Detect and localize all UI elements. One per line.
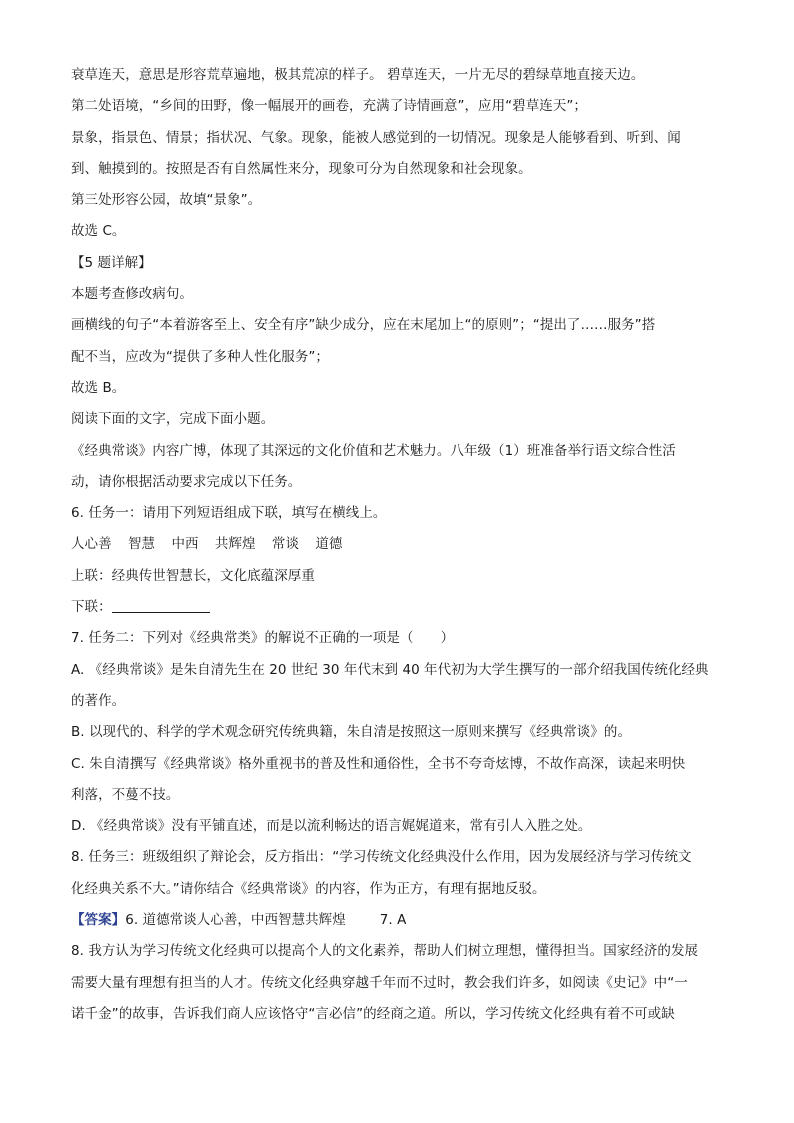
section-heading-q5: 【5 题详解】 [71, 254, 152, 271]
text-line: 衰草连天，意思是形容荒草遍地，极其荒凉的样子。 碧草连天，一片无尽的碧绿草地直接天边。 [71, 67, 645, 83]
text-line: 本题考查修改病句。 [71, 286, 193, 303]
answer-line [71, 905, 731, 936]
upper-couplet: 上联：经典传世智慧长，文化底蕴深厚重 [71, 567, 315, 584]
text-line: 《经典常谈》内容广博，体现了其深远的文化价值和艺术魅力。八年级（1）班准备举行语文综合性活 [71, 442, 676, 459]
option-b: B. 以现代的、科学的学术观念研究传统典籍，朱自清是按照这一原则来撰写《经典常谈》的。 [71, 724, 631, 741]
answer-6: 6. 道德常谈人心善，中西智慧共辉煌 [125, 912, 346, 929]
text-line: 画横线的句子“本着游客至上、安全有序”缺少成分，应在末尾加上“的原则”；“提出了……服务”搭 [71, 317, 656, 334]
question-8-cont: 化经典关系不大。”请你结合《经典常谈》的内容，作为正方，有理有据地反驳。 [71, 880, 546, 897]
phrase: 道德 [315, 536, 343, 553]
reading-instruction: 阅读下面的文字，完成下面小题。 [71, 411, 275, 428]
phrase: 共辉煌 [214, 536, 256, 553]
lower-couplet [71, 592, 731, 623]
option-a-cont: 的著作。 [71, 692, 126, 709]
phrase-list [71, 529, 731, 560]
answer-blank[interactable] [112, 598, 210, 613]
option-c: C. 朱自清撰写《经典常谈》格外重视书的普及性和通俗性，全书不夸奇炫博，不故作高深，读起来明快 [71, 755, 686, 772]
answer-8-cont: 需要大量有理想有担当的人才。传统文化经典穿越千年而不过时，教会我们许多，如阅读《史记》中“一 [71, 974, 688, 991]
phrase: 智慧 [128, 536, 156, 553]
text-line: 故选 B。 [71, 379, 126, 396]
answer-8: 8. 我方认为学习传统文化经典可以提高个人的文化素养，帮助人们树立理想，懂得担当。国家经济的发展 [71, 943, 699, 960]
text-line: 第三处形容公园，故填“景象”。 [71, 192, 262, 209]
option-a: A. 《经典常谈》是朱自清先生在 20 世纪 30 年代末到 40 年代初为大学生撰写的一部介绍我国传统化经典 [71, 661, 709, 678]
option-c-cont: 利落，不蔓不技。 [71, 786, 180, 803]
question-6: 6. 任务一：请用下列短语组成下联，填写在横线上。 [71, 505, 387, 522]
document-body [71, 60, 731, 1030]
question-8: 8. 任务三：班级组织了辩论会，反方指出：“学习传统文化经典没什么作用，因为发展经济与学习传统文 [71, 849, 692, 866]
answer-8-cont: 诺千金”的故事，告诉我们商人应该恪守“言必信”的经商之道。所以，学习传统文化经典有着不可或缺 [71, 1005, 675, 1022]
answer-7: 7. A [379, 912, 407, 929]
text-line: 第二处语境，“乡间的田野，像一幅展开的画卷，充满了诗情画意”，应用“碧草连天”； [71, 98, 587, 115]
text-line: 动，请你根据活动要求完成以下任务。 [71, 473, 302, 490]
phrase: 中西 [171, 536, 199, 553]
answer-tag: 【答案】 [71, 912, 126, 929]
text-line: 配不当，应改为“提供了多种人性化服务”； [71, 348, 329, 365]
option-d: D. 《经典常谈》没有平铺直述，而是以流利畅达的语言娓娓道来，常有引人入胜之处。 [71, 818, 592, 835]
text-line: 景象，指景色、情景；指状况、气象。现象，能被人感觉到的一切情况。现象是人能够看到、听到、闻 [71, 129, 681, 146]
phrase: 常谈 [271, 536, 300, 553]
text-line: 故选 C。 [71, 223, 126, 240]
question-7: 7. 任务二：下列对《经典常类》的解说不正确的一项是（ ） [71, 630, 455, 647]
lower-couplet-label: 下联： [71, 599, 112, 616]
phrase: 人心善 [71, 536, 112, 553]
text-line: 到、触摸到的。按照是否有自然属性来分，现象可分为自然现象和社会现象。 [71, 160, 532, 177]
